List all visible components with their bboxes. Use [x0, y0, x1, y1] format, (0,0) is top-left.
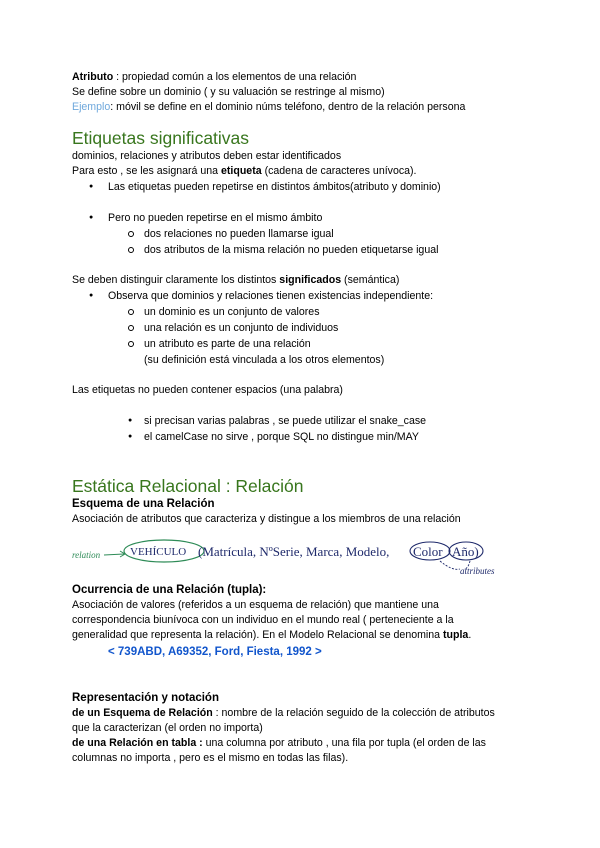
ocurrencia-line1: Asociación de valores (referidos a un esquema de relación) que mantiene una	[72, 599, 439, 611]
sub-list-item: un dominio es un conjunto de valores	[72, 304, 532, 320]
relation-arrow	[104, 554, 124, 555]
list-item: ● Observa que dominios y relaciones tienen existencias independiente:	[72, 288, 532, 304]
estatica-heading: Estática Relacional : Relación	[72, 476, 304, 496]
ocurrencia-line3	[72, 628, 532, 643]
relation-diagram-svg	[68, 527, 538, 575]
tupla-term: tupla	[443, 629, 469, 641]
relation-label: relation	[72, 550, 101, 560]
ejemplo-label: Ejemplo	[72, 101, 111, 113]
atributo-def-text: : propiedad común a los elementos de una relación	[113, 71, 357, 83]
etiquetas-heading: Etiquetas significativas	[72, 128, 250, 148]
repr-esquema-cont: que la caracterizan (el orden no importa)	[72, 722, 263, 734]
list-item: ● Las etiquetas pueden repetirse en distintos ámbitos(atributo y dominio)	[72, 179, 532, 195]
espacios-line: Las etiquetas no pueden contener espacios (una palabra)	[72, 384, 343, 396]
representacion-heading: Representación y notación	[72, 692, 219, 704]
sub-list-item: un atributo es parte de una relación	[72, 336, 532, 352]
repr-esquema-line	[72, 706, 532, 721]
repr-esquema-term: de un Esquema de Relación	[72, 707, 213, 719]
attribute-color: Color	[413, 544, 443, 559]
sig-pre: Se deben distinguir claramente los distintos	[72, 274, 280, 286]
ocurrencia-l3-post: .	[468, 629, 472, 641]
attributes-arrow-color	[440, 561, 460, 569]
etiqueta-term: etiqueta	[221, 165, 262, 177]
line2-post: (cadena de caracteres unívoca).	[261, 165, 417, 177]
esquema-heading: Esquema de una Relación	[72, 498, 215, 510]
repr-tabla-text: una columna por atributo , una fila por tupla (el orden de las	[202, 737, 486, 749]
dominio-line: Se define sobre un dominio ( y su valuación se restringe al mismo)	[72, 86, 385, 98]
repr-tabla-term: de una Relación en tabla :	[72, 737, 203, 749]
significados-line	[72, 273, 532, 288]
sub-list-item: dos atributos de la misma relación no pueden etiquetarse igual	[72, 242, 532, 258]
repr-tabla-line	[72, 736, 532, 751]
repr-esquema-text: : nombre de la relación seguido de la colección de atributos	[212, 707, 495, 719]
document-page	[72, 70, 532, 766]
ocurrencia-l3-pre: generalidad que representa la relación). En el Modelo Relacional se denomina	[72, 629, 444, 641]
sub-list-item: una relación es un conjunto de individuos	[72, 320, 532, 336]
ocurrencia-line2: correspondencia biunívoca con un individuo en el mundo real ( perteneciente a la	[72, 614, 454, 626]
significados-term: significados	[279, 274, 342, 286]
relation-name: VEHÍCULO	[130, 546, 187, 558]
ocurrencia-heading: Ocurrencia de una Relación (tupla):	[72, 584, 267, 596]
list-item: ● si precisan varias palabras , se puede utilizar el snake_case	[72, 413, 532, 429]
ejemplo-text: : móvil se define en el dominio núms teléfono, dentro de la relación persona	[110, 101, 466, 113]
repr-tabla-cont: columnas no importa , pero es el mismo en todas las filas).	[72, 752, 349, 764]
etiquetas-line2	[72, 164, 532, 179]
esquema-def: Asociación de atributos que caracteriza y distingue a los miembros de una relación	[72, 513, 461, 525]
ejemplo-line	[72, 100, 532, 115]
sub-list-item: dos relaciones no pueden llamarse igual	[72, 226, 532, 242]
relation-schema-diagram	[72, 527, 532, 575]
attributes-label: attributes	[460, 566, 495, 575]
atributo-term: Atributo	[72, 71, 114, 83]
list-item: ● Pero no pueden repetirse en el mismo ámbito	[72, 210, 532, 226]
attributes-list: (Matrícula, NºSerie, Marca, Modelo,	[198, 544, 390, 559]
sig-post: (semántica)	[341, 274, 400, 286]
etiquetas-line1: dominios, relaciones y atributos deben estar identificados	[72, 150, 342, 162]
list-item: ● el camelCase no sirve , porque SQL no distingue min/MAY	[72, 429, 532, 445]
atributo-definition	[72, 70, 532, 85]
line2-pre: Para esto , se les asignará una	[72, 165, 221, 177]
tuple-example: < 739ABD, A69352, Ford, Fiesta, 1992 >	[108, 646, 322, 658]
attribute-anio: Año)	[452, 544, 479, 559]
sub-list-item-continuation: (su definición está vinculada a los otros elementos)	[144, 354, 385, 366]
